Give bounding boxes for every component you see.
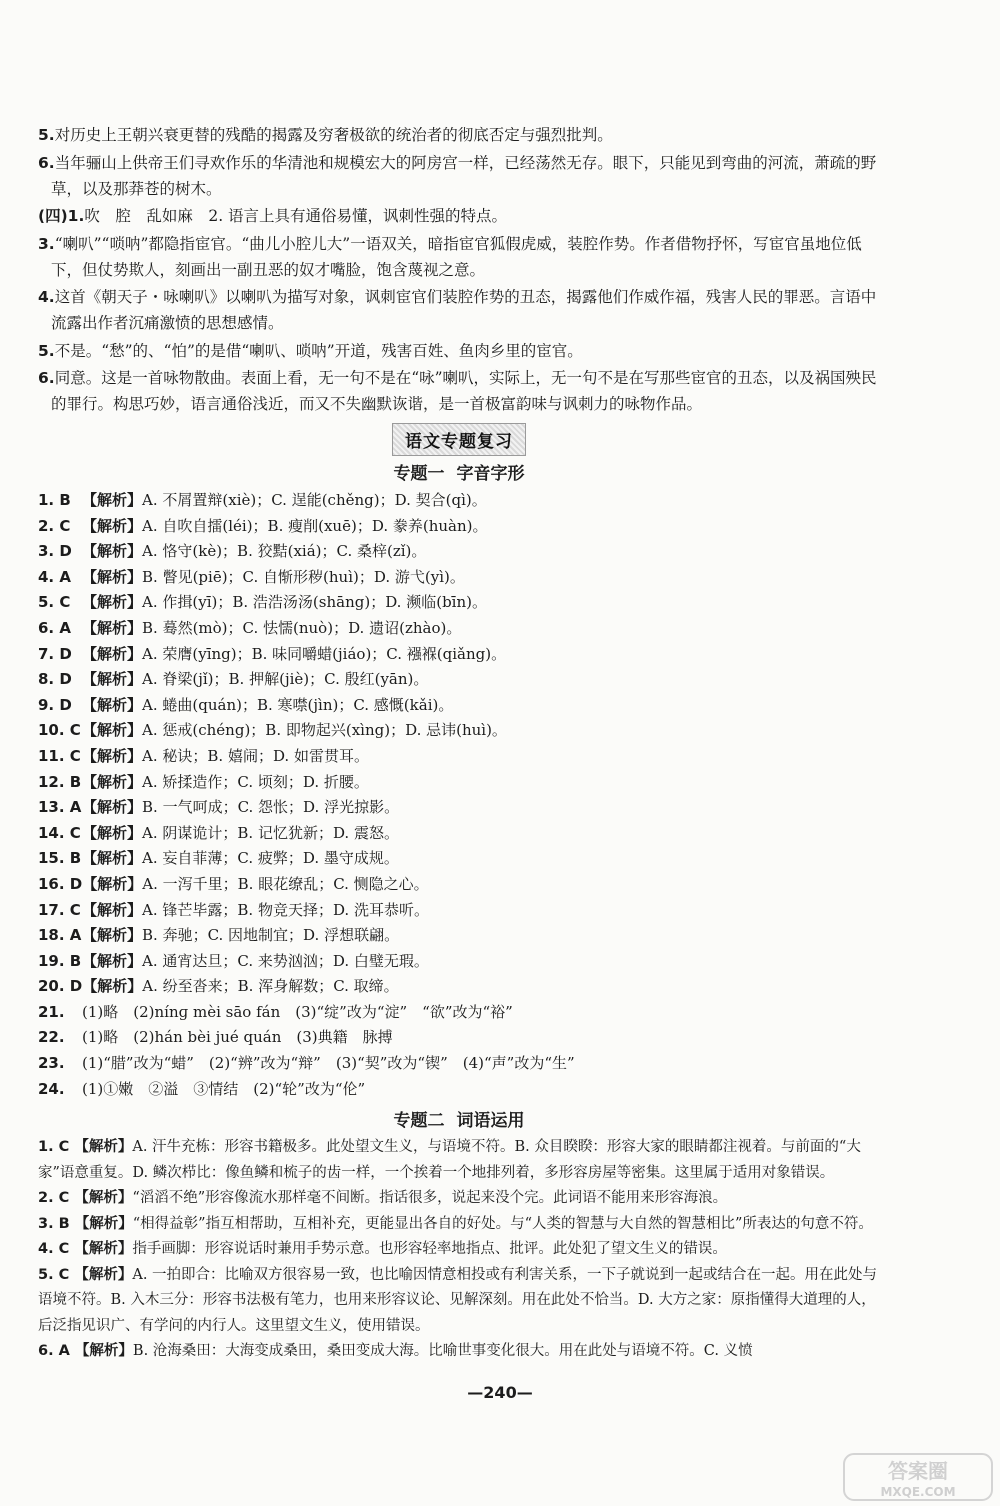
answer-item [38, 122, 880, 148]
answer-text: (1)略 (2)hán bèi jué quán (3)典籍 脉搏 [82, 1028, 393, 1047]
analysis-tag: 【解析】 [82, 798, 143, 817]
answer-item [38, 1051, 880, 1077]
topic-title: 字音字形 [456, 464, 525, 484]
analysis-tag: 【解析】 [82, 516, 143, 535]
answer-number: 17. C [38, 900, 81, 919]
analysis-tag: 【解析】 [74, 1139, 133, 1156]
answer-text: A. 蜷曲(quán)；B. 寒噤(jìn)；C. 感慨(kǎi)。 [142, 695, 454, 714]
watermark-logo [842, 1452, 994, 1502]
answer-number: 16. D [38, 874, 83, 893]
answer-item [38, 514, 880, 540]
answer-item [38, 616, 880, 642]
answer-text: A. 惩戒(chéng)；B. 即物起兴(xìng)；D. 忌讳(huì)。 [142, 721, 507, 740]
answer-text: A. 不屑置辩(xiè)；C. 逞能(chěng)；D. 契合(qì)。 [142, 491, 487, 509]
section-banner: 语文专题复习 [392, 423, 526, 456]
answer-text: “滔滔不绝”形容像流水那样毫不间断。指话很多，说起来没个完。此词语不能用来形容海浪。 [132, 1190, 728, 1207]
analysis-tag: 【解析】 [82, 721, 143, 740]
answer-text: “相得益彰”指互相帮助，互相补充，更能显出各自的好处。与“人类的智慧与大自然的智慧相比”所表达的句意不符。 [132, 1215, 873, 1232]
answer-number: 15. B [38, 849, 82, 868]
answer-text: A. 自吹自擂(léi)；B. 瘦削(xuē)；D. 豢养(huàn)。 [142, 516, 488, 535]
analysis-tag: 【解析】 [82, 644, 143, 663]
answer-item [38, 770, 880, 796]
answer-number: 14. C [38, 823, 81, 842]
answer-text: 对历史上王朝兴衰更替的残酷的揭露及穷奢极欲的统治者的彻底否定与强烈批判。 [54, 126, 613, 144]
answer-number: 1. B [38, 491, 71, 509]
answer-text: B. 一气呵成；C. 怨怅；D. 浮光掠影。 [142, 798, 400, 817]
answer-text: “喇叭”“唢呐”都隐指宦官。“曲儿小腔儿大”一语双关，暗指宦官狐假虎威，装腔作势。作者借物抒怀，写宦官虽地位低下，但仗势欺人，刻画出一副丑恶的奴才嘴脸，饱含蔑视之意。 [51, 234, 862, 279]
answer-number: 9. D [38, 695, 72, 714]
answer-number: 13. A [38, 798, 82, 817]
answer-text: A. 妄自菲薄；C. 疲弊；D. 墨守成规。 [142, 849, 399, 868]
answer-text: B. 奔驰；C. 因地制宜；D. 浮想联翩。 [142, 926, 400, 945]
analysis-tag: 【解析】 [82, 951, 143, 970]
answer-text: 不是。“愁”的、“怕”的是借“喇叭、唢呐”开道，残害百姓、鱼肉乡里的宦官。 [54, 341, 583, 360]
content-area [38, 122, 880, 1365]
answer-number: 23. [38, 1054, 65, 1073]
watermark-logo-graphic [842, 1452, 994, 1502]
topic-heading [38, 459, 880, 484]
answer-number: 19. B [38, 951, 82, 970]
answer-text: A. 荣膺(yīng)；B. 味同嚼蜡(jiáo)；C. 襁褓(qiǎng)。 [142, 644, 507, 663]
analysis-tag: 【解析】 [74, 1215, 133, 1232]
answer-number: 5. C [38, 593, 71, 612]
answer-number: 10. C [38, 721, 81, 740]
topic1-answer-list [38, 488, 880, 1102]
answer-item [38, 744, 880, 770]
answer-number: 21. [38, 1002, 65, 1021]
answer-number: 7. D [38, 644, 72, 663]
answer-number: 12. B [38, 772, 82, 791]
answer-text: A. 阴谋诡计；B. 记忆犹新；D. 震怒。 [142, 823, 399, 842]
answer-item [38, 949, 880, 975]
analysis-tag: 【解析】 [74, 1241, 133, 1258]
answer-text: A. 一拍即合：比喻双方很容易一致，也比喻因情意相投或有利害关系，一下子就说到一起或结合在一起。用在此处与语境不符。B. 入木三分：形容书法极有笔力，也用来形容议论、见解深刻。用在此处不恰当。D. 大方之家：原指懂得大道理的人，后泛指见识广、有学问的内行人。这里望文生义，使用错误。 [38, 1266, 878, 1334]
answer-text: 指手画脚：形容说话时兼用手势示意。也形容轻率地指点、批评。此处犯了望文生义的错误。 [132, 1241, 727, 1258]
answer-number: 6. A [38, 1343, 75, 1360]
answer-item [38, 1000, 880, 1026]
answer-number: 4. A [38, 567, 71, 586]
analysis-tag: 【解析】 [82, 491, 143, 509]
answer-item [38, 539, 880, 565]
answer-text: A. 脊梁(jǐ)；B. 押解(jiè)；C. 殷红(yān)。 [142, 670, 429, 689]
answer-item [38, 795, 880, 821]
answer-item [38, 923, 880, 949]
answer-item [38, 203, 880, 229]
answer-text: B. 瞥见(piē)；C. 自惭形秽(huì)；D. 游弋(yì)。 [142, 567, 465, 586]
answer-number: 6. [38, 153, 55, 172]
answer-item [38, 488, 880, 514]
answer-number: 3. D [38, 542, 72, 561]
answer-number: 2. C [38, 516, 71, 535]
answer-text: A. 秘诀；B. 嬉闹；D. 如雷贯耳。 [142, 746, 369, 765]
analysis-tag: 【解析】 [82, 695, 143, 714]
answer-text: A. 纷至沓来；B. 浑身解数；C. 取缔。 [142, 977, 399, 996]
analysis-tag: 【解析】 [82, 567, 143, 586]
answer-number: 4. [38, 288, 55, 306]
analysis-tag: 【解析】 [82, 746, 143, 765]
answer-number: 6. A [38, 618, 71, 637]
answer-item [38, 1077, 880, 1103]
answer-number: 22. [38, 1028, 65, 1047]
answer-item [38, 150, 880, 202]
answer-number: 2. C [38, 1190, 75, 1207]
svg-text:MXQE.COM: MXQE.COM [880, 1485, 956, 1499]
answer-text: 吹 腔 乱如麻 2. 语言上具有通俗易懂，讽刺性强的特点。 [84, 207, 508, 225]
answer-item [38, 872, 880, 898]
analysis-tag: 【解析】 [82, 593, 143, 612]
analysis-tag: 【解析】 [74, 1266, 133, 1283]
analysis-tag: 【解析】 [82, 670, 143, 689]
answer-text: 当年骊山上供帝王们寻欢作乐的华清池和规模宏大的阿房宫一样，已经荡然无存。眼下，只能见到弯曲的河流，萧疏的野草，以及那莽苍的树木。 [51, 153, 877, 198]
answer-text: (1)①嫩 ②溢 ③情结 (2)“轮”改为“伦” [82, 1079, 366, 1098]
answer-item [38, 1263, 880, 1340]
answer-text: A. 一泻千里；B. 眼花缭乱；C. 恻隐之心。 [142, 874, 429, 893]
answer-number: (四)1. [38, 207, 85, 225]
answer-item [38, 898, 880, 924]
answer-text: A. 矫揉造作；C. 顷刻；D. 折腰。 [142, 772, 369, 791]
answer-item [38, 1025, 880, 1051]
analysis-tag: 【解析】 [74, 1343, 133, 1360]
answer-text: A. 锋芒毕露；B. 物竞天择；D. 洗耳恭听。 [142, 900, 429, 919]
topic-label: 专题一 [393, 464, 445, 484]
svg-text:答案圈: 答案圈 [888, 1459, 948, 1483]
answer-text: A. 恪守(kè)；B. 狡黠(xiá)；C. 桑梓(zǐ)。 [142, 542, 427, 561]
analysis-tag: 【解析】 [82, 542, 143, 561]
analysis-tag: 【解析】 [82, 823, 143, 842]
answer-item [38, 231, 880, 283]
answer-item [38, 642, 880, 668]
answer-item [38, 667, 880, 693]
analysis-tag: 【解析】 [82, 618, 143, 637]
answer-item [38, 1237, 880, 1263]
answer-number: 1. C [38, 1139, 75, 1156]
analysis-tag: 【解析】 [82, 849, 143, 868]
analysis-tag: 【解析】 [82, 874, 143, 893]
answer-item [38, 338, 880, 364]
topic-title: 词语运用 [456, 1111, 525, 1132]
answer-item [38, 718, 880, 744]
answer-number: 18. A [38, 926, 82, 945]
section-banner-wrap [38, 423, 880, 456]
answer-item [38, 365, 880, 417]
answer-text: (1)“腊”改为“蜡” (2)“辨”改为“辩” (3)“契”改为“锲” (4)“声”改为“生” [82, 1054, 575, 1073]
answer-text: B. 沧海桑田：大海变成桑田，桑田变成大海。比喻世事变化很大。用在此处与语境不符。C. 义愤 [132, 1343, 753, 1360]
answer-number: 3. [38, 234, 55, 253]
answer-number: 4. C [38, 1241, 75, 1258]
answer-number: 24. [38, 1079, 65, 1098]
answer-number: 8. D [38, 670, 72, 689]
answer-item [38, 284, 880, 336]
answer-item [38, 1186, 880, 1212]
answer-item [38, 974, 880, 1000]
analysis-tag: 【解析】 [82, 772, 143, 791]
answer-text: B. 蓦然(mò)；C. 怯懦(nuò)；D. 遗诏(zhào)。 [142, 618, 462, 637]
answer-item [38, 1212, 880, 1238]
answer-text: A. 作揖(yī)；B. 浩浩汤汤(shāng)；D. 濒临(bīn)。 [142, 593, 487, 612]
answer-text: A. 汗牛充栋：形容书籍极多。此处望文生义，与语境不符。B. 众目睽睽：形容大家的眼睛都注视着。与前面的“大家”语意重复。D. 鳞次栉比：像鱼鳞和梳子的齿一样，一个挨着一个地排列着，多形容房屋等密集。这里属于适用对象错误。 [38, 1139, 861, 1181]
answer-number: 11. C [38, 746, 81, 765]
answer-text: (1)略 (2)nínɡ mèi sāo fán (3)“绽”改为“淀” “欲”改为“裕” [82, 1002, 513, 1021]
answer-text: 同意。这是一首咏物散曲。表面上看，无一句不是在“咏”喇叭，实际上，无一句不是在写那些宦官的丑态，以及祸国殃民的罪行。构思巧妙，语言通俗浅近，而又不失幽默诙谐，是一首极富韵味与讽刺力的咏物作品。 [51, 369, 877, 413]
topic-heading [38, 1106, 880, 1131]
answer-item [38, 821, 880, 847]
analysis-tag: 【解析】 [82, 926, 143, 945]
answer-number: 5. C [38, 1266, 75, 1283]
answer-number: 6. [38, 369, 55, 387]
answer-number: 5. [38, 341, 55, 360]
answer-number: 5. [38, 126, 55, 144]
answer-item [38, 1339, 880, 1365]
answer-item [38, 565, 880, 591]
analysis-tag: 【解析】 [74, 1190, 133, 1207]
answer-text: A. 通宵达旦；C. 来势汹汹；D. 白璧无瑕。 [142, 951, 429, 970]
answers-continued [38, 122, 880, 417]
analysis-tag: 【解析】 [82, 900, 143, 919]
page-number: —240— [467, 1383, 533, 1402]
answer-number: 3. B [38, 1215, 75, 1232]
topic-label: 专题二 [393, 1111, 445, 1132]
answer-item [38, 590, 880, 616]
answer-item [38, 693, 880, 719]
answer-item [38, 846, 880, 872]
analysis-tag: 【解析】 [82, 977, 143, 996]
answer-item [38, 1135, 880, 1186]
topic2-answer-list [38, 1135, 880, 1365]
answer-number: 20. D [38, 977, 83, 996]
answer-text: 这首《朝天子・咏喇叭》以喇叭为描写对象，讽刺宦官们装腔作势的丑态，揭露他们作威作福，残害人民的罪恶。言语中流露出作者沉痛激愤的思想感情。 [51, 288, 877, 332]
